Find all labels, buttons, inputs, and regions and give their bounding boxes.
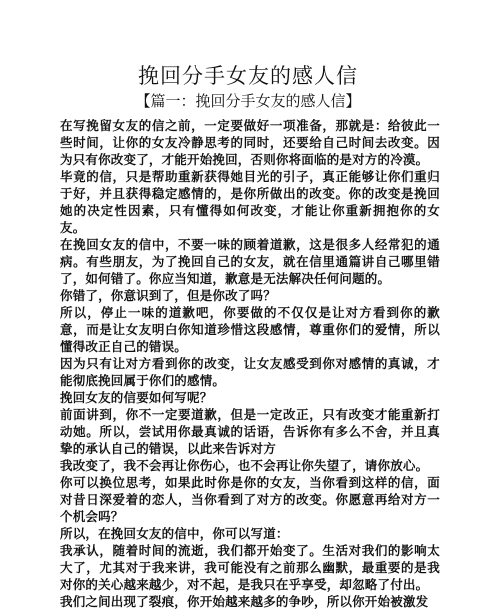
paragraph: 你错了，你意识到了，但是你改了吗？ bbox=[60, 288, 276, 303]
paragraph: 我们之间出现了裂痕，你开始越来越多的争吵，所以你开始被激发 bbox=[60, 594, 429, 609]
paragraph: 所以，停止一味的道歉吧，你要做的不仅仅是让对方看到你的歉意，而是让女友明白你知道珍惜这段感情，尊重你们的爱情，所以懂得改正自己的错误。 bbox=[60, 305, 440, 354]
paragraph: 你可以换位思考，如果此时你是你的女友，当你看到这样的信，面对昔日深爱着的恋人，当你看到了对方的改变。你愿意再给对方一个机会吗？ bbox=[60, 475, 440, 524]
paragraph: 因为只有让对方看到你的改变，让女友感受到你对感情的真诚，才能彻底挽回属于你们的感情。 bbox=[60, 356, 440, 388]
paragraph: 我改变了，我不会再让你伤心，也不会再让你失望了，请你放心。 bbox=[60, 458, 429, 473]
paragraph: 在写挽留女友的信之前，一定要做好一项准备，那就是：给彼此一些时间，让你的女友冷静思考的同时，还要给自己时间去改变。因为只有你改变了，才能开始挽回，否则你将面临的是对方的冷漠。 bbox=[60, 118, 440, 167]
paragraph: 我承认，随着时间的流逝，我们都开始变了。生活对我们的影响太大了，尤其对于我来讲，我可能没有之前那么幽默，最重要的是我对你的关心越来越少，对不起，是我只在乎享受，却忽略了付出。 bbox=[60, 543, 440, 592]
paragraph: 毕竟的信，只是帮助重新获得她目光的引子，真正能够让你们重归于好，并且获得稳定感情的，是你所做出的改变。你的改变是挽回她的决定性因素，只有懂得如何改变，才能让你重新拥抱你的女友。 bbox=[60, 169, 440, 235]
page-title: 挽回分手女友的感人信 bbox=[138, 64, 358, 88]
article-body bbox=[60, 117, 440, 610]
paragraph: 在挽回女友的信中，不要一味的顾着道歉，这是很多人经常犯的通病。有些朋友，为了挽回自己的女友，就在信里通篇讲自己哪里错了，如何错了。你应当知道，歉意是无法解决任何问题的。 bbox=[60, 237, 440, 286]
paragraph: 所以，在挽回女友的信中，你可以写道： bbox=[60, 526, 289, 541]
paragraph: 前面讲到，你不一定要道歉，但是一定改正，只有改变才能重新打动她。所以，尝试用你最真诚的话语，告诉你有多么不舍，并且真挚的承认自己的错误，以此来告诉对方 bbox=[60, 407, 440, 456]
section-heading: 【篇一：挽回分手女友的感人信】 bbox=[135, 92, 361, 110]
paragraph: 挽回女友的信要如何写呢？ bbox=[60, 390, 213, 405]
